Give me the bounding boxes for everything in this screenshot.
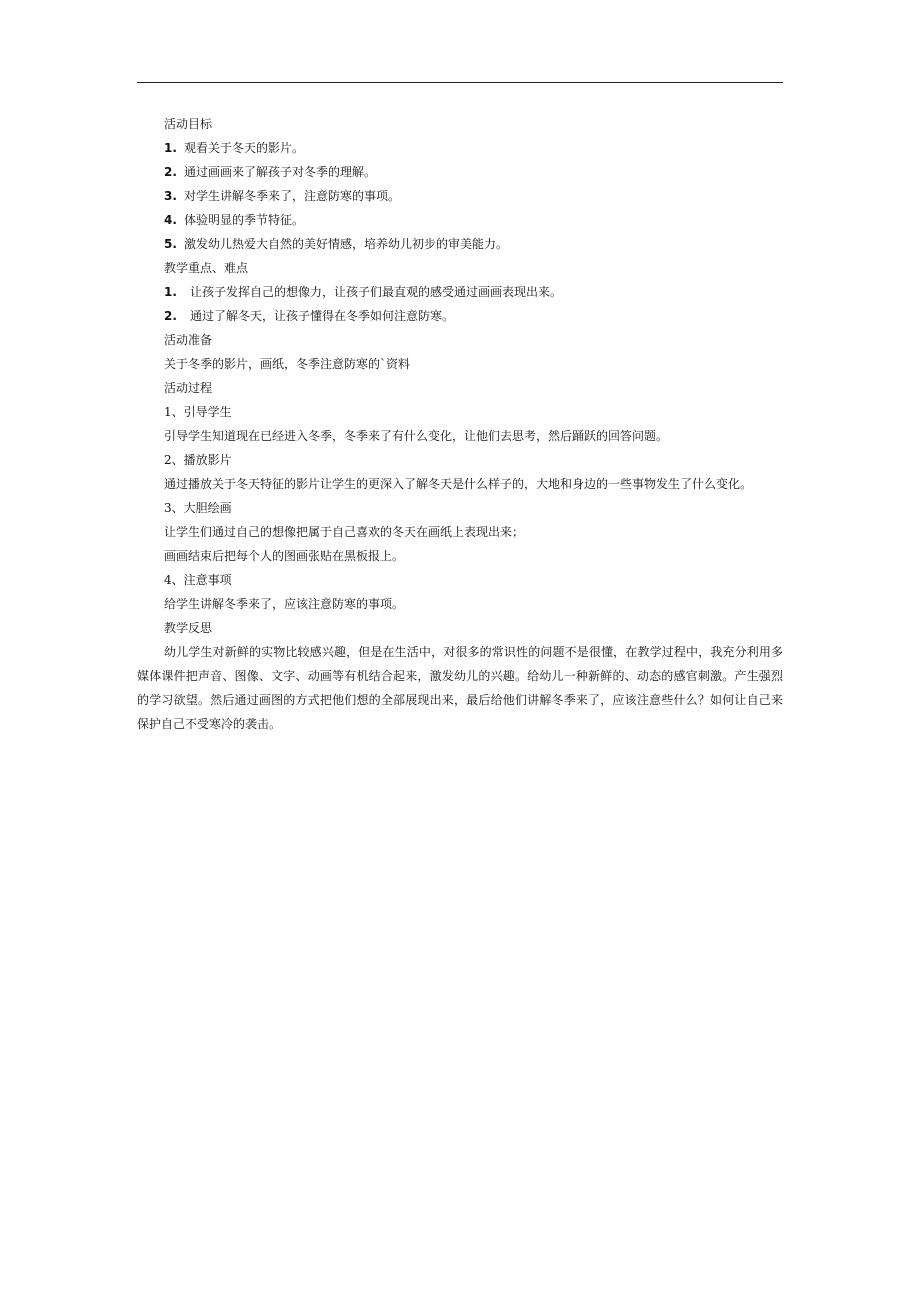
reflection-heading: 教学反思 [164, 621, 213, 635]
key-points-heading: 教学重点、难点 [164, 261, 249, 275]
step-text: 让学生们通过自己的想像把属于自己喜欢的冬天在画纸上表现出来； [164, 525, 525, 539]
header-rule [137, 82, 783, 83]
step-number: 4、 [164, 573, 184, 587]
key-point-text: 通过了解冬天，让孩子懂得在冬季如何注意防寒。 [190, 309, 455, 323]
step-number: 3、 [164, 501, 184, 515]
step-text: 通过播放关于冬天特征的影片让学生的更深入了解冬天是什么样子的，大地和身边的一些事物发生了什么变化。 [164, 477, 753, 491]
step-title: 2、播放影片 [164, 453, 232, 467]
step-number: 1、 [164, 405, 184, 419]
key-point-number: 1. [164, 285, 177, 299]
goal-number: 1. [164, 141, 177, 155]
step-text: 引导学生知道现在已经进入冬季，冬季来了有什么变化，让他们去思考，然后踊跃的回答问题。 [164, 429, 669, 443]
goal-text: 对学生讲解冬季来了，注意防寒的事项。 [184, 189, 401, 203]
goal-text: 体验明显的季节特征。 [184, 213, 305, 227]
process-heading: 活动过程 [164, 381, 213, 395]
key-point-text: 让孩子发挥自己的想像力，让孩子们最直观的感受通过画画表现出来。 [190, 285, 563, 299]
goal-text: 通过画画来了解孩子对冬季的理解。 [184, 165, 377, 179]
key-point-item [164, 304, 784, 328]
goal-text: 激发幼儿热爱大自然的美好情感，培养幼儿初步的审美能力。 [184, 237, 509, 251]
step-text: 给学生讲解冬季来了，应该注意防寒的事项。 [164, 597, 405, 611]
goal-number: 5. [164, 237, 177, 251]
goal-item [164, 160, 784, 184]
goal-number: 2. [164, 165, 177, 179]
lesson-plan-body [164, 112, 784, 640]
goal-number: 3. [164, 189, 177, 203]
key-point-item [164, 280, 784, 304]
goal-item [164, 136, 784, 160]
reflection-paragraph: 幼儿学生对新鲜的实物比较感兴趣，但是在生活中，对很多的常识性的问题不是很懂，在教学过程中，我充分利用多媒体课件把声音、图像、文字、动画等有机结合起来，激发幼儿的兴趣。给幼儿一种新鲜的、动态的感官刺激。产生强烈的学习欲望。然后通过画图的方式把他们想的全部展现出来，最后给他们讲解冬季来了，应该注意些什么？如何让自己来保护自己不受寒冷的袭击。 [137, 645, 783, 731]
step-title: 1、引导学生 [164, 405, 232, 419]
step-text: 画画结束后把每个人的图画张贴在黑板报上。 [164, 549, 405, 563]
goal-item [164, 184, 784, 208]
goal-number: 4. [164, 213, 177, 227]
goal-item [164, 232, 784, 256]
goal-item [164, 208, 784, 232]
step-title: 3、大胆绘画 [164, 501, 232, 515]
step-title: 4、注意事项 [164, 573, 232, 587]
key-point-number: 2. [164, 309, 177, 323]
preparation-text: 关于冬季的影片，画纸，冬季注意防寒的`资料 [164, 357, 411, 371]
goal-text: 观看关于冬天的影片。 [184, 141, 305, 155]
preparation-heading: 活动准备 [164, 333, 213, 347]
goals-heading: 活动目标 [164, 117, 213, 131]
step-number: 2、 [164, 453, 184, 467]
